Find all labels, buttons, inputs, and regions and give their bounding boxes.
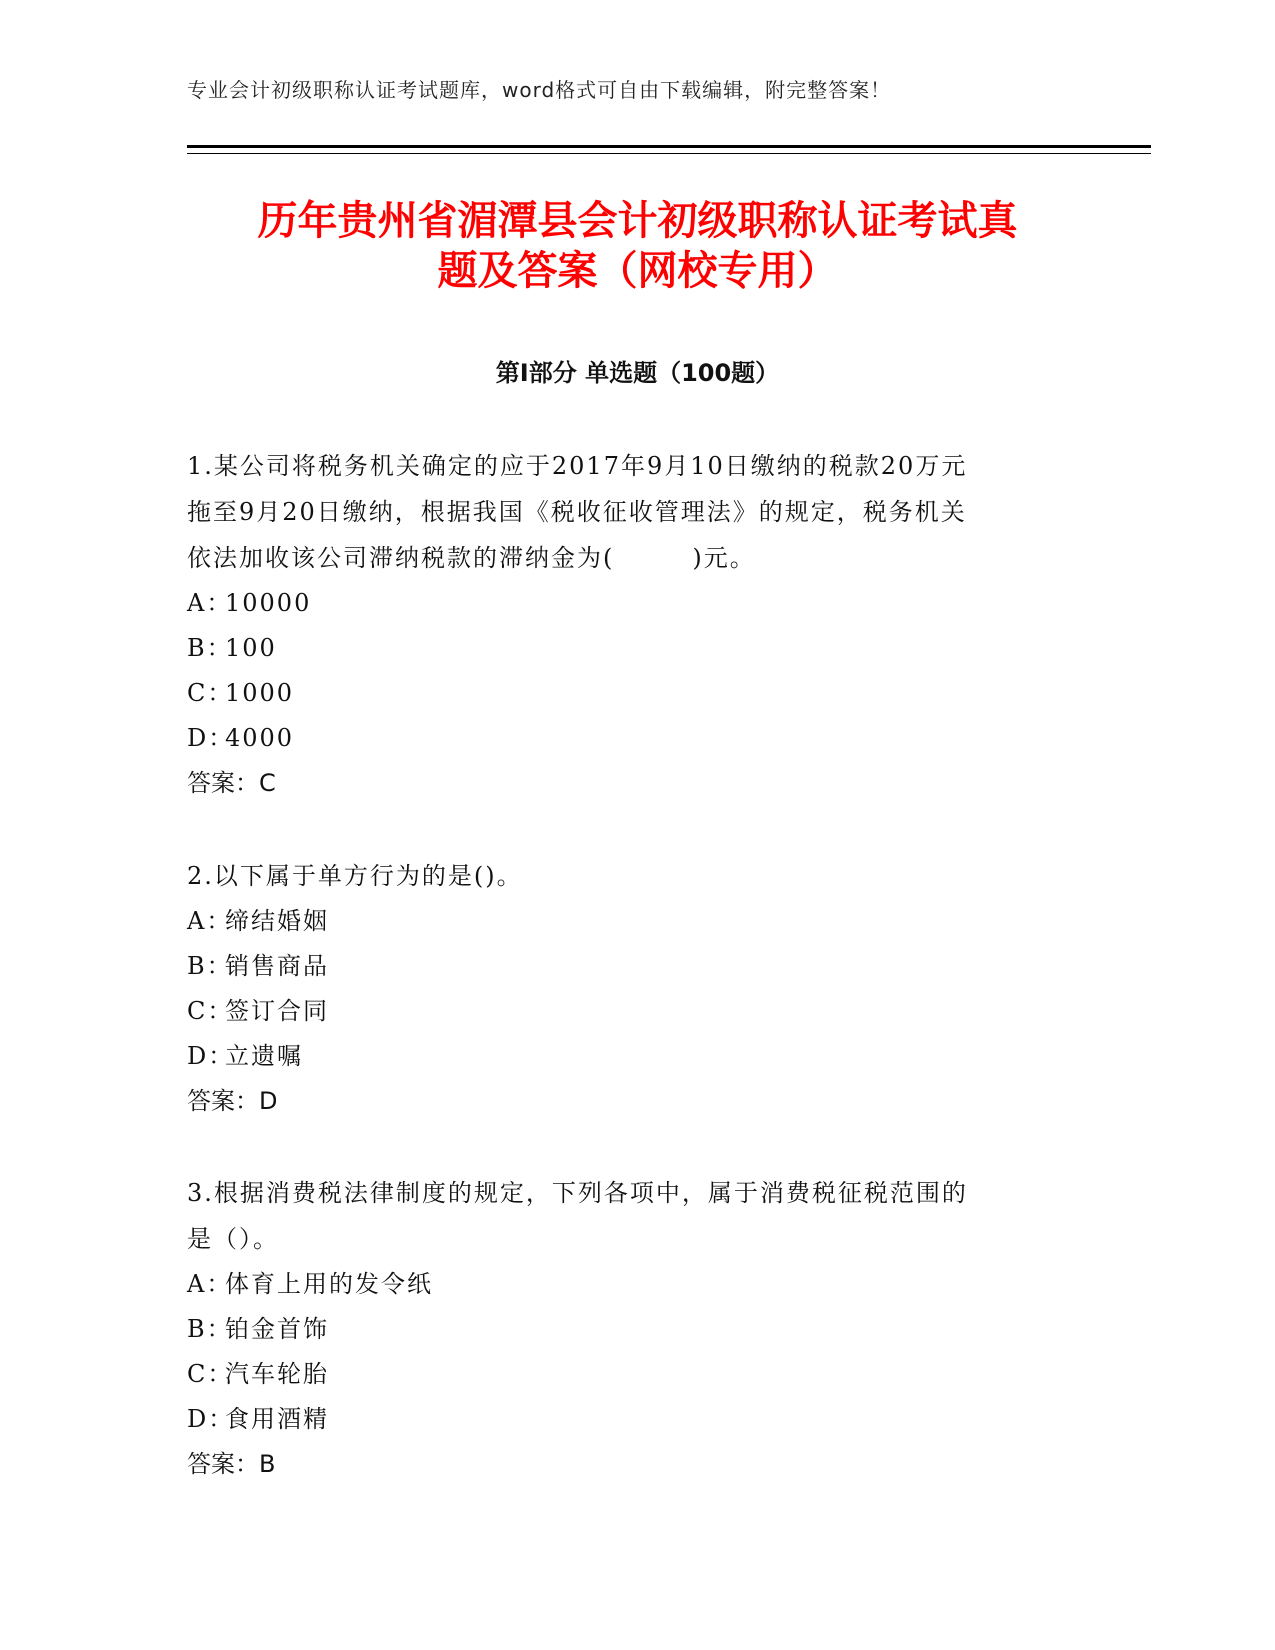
option-letter: B： — [187, 1315, 233, 1343]
question-stem-line: 2.以下属于单方行为的是()。 — [187, 862, 523, 890]
question-1-option-b — [187, 626, 1077, 671]
option-letter: A： — [187, 907, 233, 935]
question-1-answer: 答案：C — [187, 769, 276, 797]
option-letter: D： — [187, 1405, 235, 1433]
question-1 — [187, 443, 1077, 806]
question-3-option-b — [187, 1307, 1077, 1352]
option-text: 体育上用的发令纸 — [225, 1270, 433, 1298]
option-text: 1000 — [225, 679, 295, 707]
option-letter: B： — [187, 634, 233, 662]
option-letter: C： — [187, 1360, 234, 1388]
option-text: 铂金首饰 — [225, 1315, 329, 1343]
option-text: 4000 — [225, 724, 295, 752]
page-header-text: 专业会计初级职称认证考试题库，word格式可自由下载编辑，附完整答案！ — [187, 78, 892, 102]
question-1-option-d — [187, 716, 1077, 761]
option-text: 100 — [225, 634, 277, 662]
option-letter: D： — [187, 1042, 235, 1070]
question-stem-line: 依法加收该公司滞纳税款的滞纳金为( )元。 — [187, 544, 756, 572]
question-3-stem — [187, 1170, 1077, 1262]
section-title: 第Ⅰ部分 单选题（100题） — [495, 359, 780, 387]
option-letter: D： — [187, 724, 235, 752]
question-3-option-d — [187, 1397, 1077, 1442]
option-letter: A： — [187, 1270, 233, 1298]
question-1-option-c — [187, 671, 1077, 716]
option-text: 签订合同 — [225, 997, 329, 1025]
question-2-option-b — [187, 944, 1077, 989]
question-1-stem — [187, 443, 1077, 581]
question-2-option-a — [187, 899, 1077, 944]
question-2 — [187, 853, 1077, 1124]
question-stem-line: 是（）。 — [187, 1225, 279, 1253]
question-1-option-a — [187, 581, 1077, 626]
document-title-line-1: 历年贵州省湄潭县会计初级职称认证考试真 — [257, 198, 1018, 244]
option-letter: C： — [187, 997, 234, 1025]
question-2-stem — [187, 853, 1077, 899]
question-stem-line: 3.根据消费税法律制度的规定，下列各项中，属于消费税征税范围的 — [187, 1179, 968, 1207]
question-stem-line: 拖至9月20日缴纳，根据我国《税收征收管理法》的规定，税务机关 — [187, 498, 967, 526]
question-2-answer: 答案：D — [187, 1087, 278, 1115]
option-text: 10000 — [225, 589, 312, 617]
option-letter: C： — [187, 679, 234, 707]
question-2-option-c — [187, 989, 1077, 1034]
document-title-line-2: 题及答案（网校专用） — [437, 248, 838, 294]
option-letter: A： — [187, 589, 233, 617]
option-text: 立遗嘱 — [225, 1042, 303, 1070]
question-3-answer: 答案：B — [187, 1450, 276, 1478]
option-letter: B： — [187, 952, 233, 980]
header-divider-thick — [187, 145, 1151, 148]
document-title — [150, 196, 1125, 296]
option-text: 食用酒精 — [225, 1405, 329, 1433]
option-text: 缔结婚姻 — [225, 907, 329, 935]
question-3-option-c — [187, 1352, 1077, 1397]
header-divider-thin — [187, 153, 1151, 154]
option-text: 销售商品 — [225, 952, 329, 980]
option-text: 汽车轮胎 — [225, 1360, 329, 1388]
question-3 — [187, 1170, 1077, 1487]
question-2-option-d — [187, 1034, 1077, 1079]
question-3-option-a — [187, 1262, 1077, 1307]
question-stem-line: 1.某公司将税务机关确定的应于2017年9月10日缴纳的税款20万元 — [187, 452, 968, 480]
